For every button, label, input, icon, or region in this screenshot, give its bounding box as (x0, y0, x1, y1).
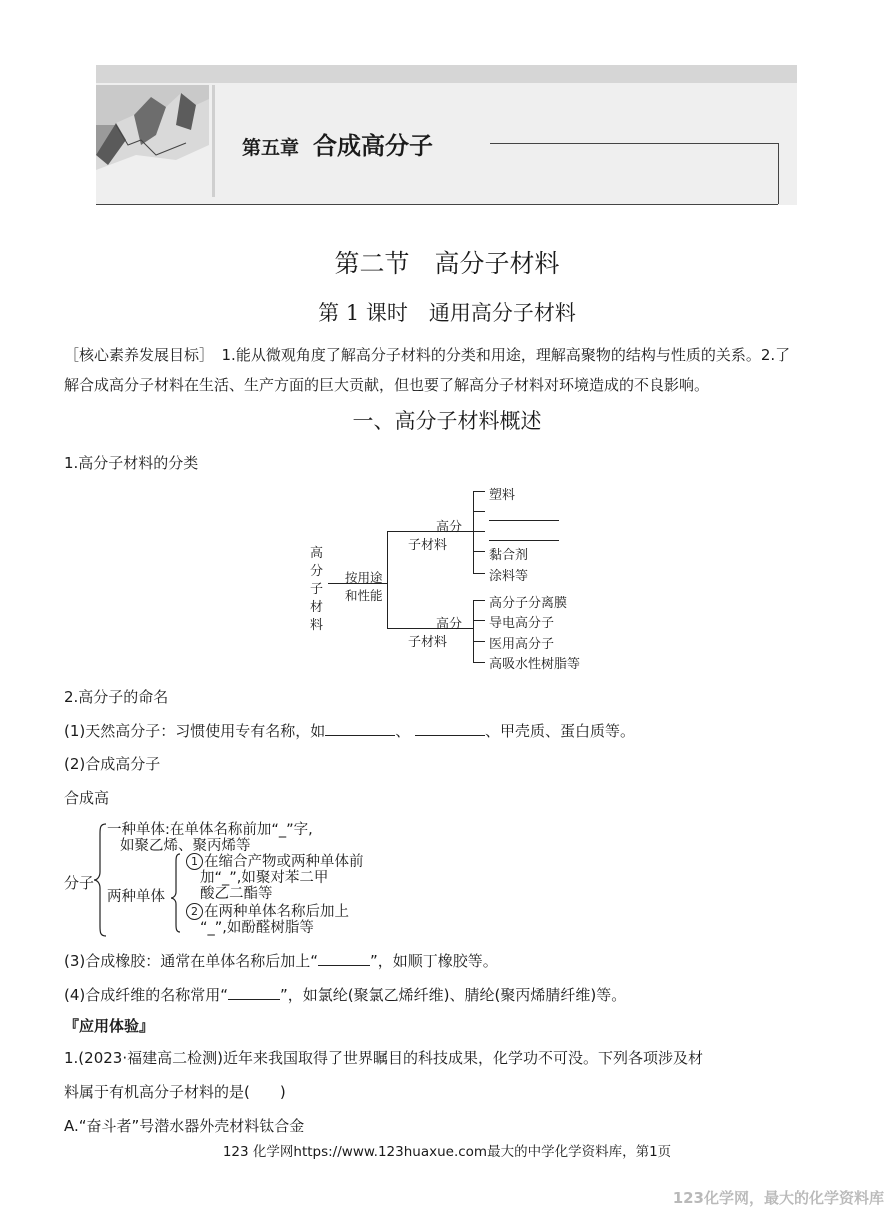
practice-heading: 『应用体验』 (64, 1017, 155, 1035)
banner-title-frame (490, 143, 779, 204)
part1-heading: 一、高分子材料概述 (352, 409, 542, 433)
tree-item-adhesive: 黏合剂 (489, 548, 529, 563)
blank-natural-2 (415, 721, 485, 736)
naming-one-monomer-2: 如聚乙烯、聚丙烯等 (120, 838, 251, 854)
goals-line-1: ［核心素养发展目标］ 1.能从微观角度了解高分子材料的分类和用途，理解高聚物的结构与性质的关系。2.了 (64, 346, 791, 364)
learning-goals (64, 340, 790, 400)
naming-rule1-line3: 酸乙二酯等 (200, 886, 273, 902)
fiber-line: (4)合成纤维的名称常用“ ”，如氯纶(聚氯乙烯纤维)、腈纶(聚丙烯腈纤维)等。 (64, 986, 627, 1004)
tree-blank-2 (489, 540, 559, 541)
tree-item-conductive: 导电高分子 (489, 616, 555, 631)
blank-fiber (228, 985, 280, 1000)
mountain-image (96, 85, 209, 197)
circle-number-1: 1 (186, 853, 203, 870)
blank-rubber (318, 951, 370, 966)
banner-top-strip (96, 65, 797, 83)
tree-item-membrane: 高分子分离膜 (489, 596, 568, 611)
tree-root: 高 分 子 材 料 (310, 546, 324, 633)
naming-rule2-line2: “_”,如酚醛树脂等 (200, 920, 314, 936)
section-title: 第二节 高分子材料 (334, 249, 560, 278)
tree-item-coating: 涂料等 (489, 569, 529, 584)
tree-blank-1 (489, 520, 559, 521)
question-line-2: 料属于有机高分子材料的是( ) (64, 1083, 286, 1101)
naming-rule1-line2: 加“_”,如聚对苯二甲 (200, 870, 329, 886)
synthetic-label-bottom: 分子 (64, 874, 95, 892)
chapter-name: 合成高分子 (313, 132, 434, 160)
synthetic-title: (2)合成高分子 (64, 755, 161, 773)
item2-title: 2.高分子的命名 (64, 688, 169, 706)
chapter-title (242, 126, 433, 161)
tree-item-superabsorbent: 高吸水性树脂等 (489, 657, 581, 672)
blank-natural-1 (325, 721, 395, 736)
tree-criterion-1: 按用途 (345, 570, 383, 585)
naming-one-monomer-1: 一种单体:在单体名称前加“_”字, (107, 822, 313, 838)
lesson-title: 第 1 课时 通用高分子材料 (318, 301, 576, 325)
synthetic-label-top: 合成高 (64, 789, 110, 807)
watermark-text: 123化学网，最大的化学资料库 (672, 1189, 884, 1207)
chapter-number: 第五章 (242, 137, 300, 159)
naming-two-monomers: 两种单体 (107, 889, 165, 905)
naming-rule2-line1: 在两种单体名称后加上 (204, 904, 349, 920)
banner-bottom-line (96, 204, 778, 205)
banner-separator (212, 85, 215, 197)
question-line-1: 1.(2023·福建高二检测)近年来我国取得了世界瞩目的科技成果，化学功不可没。下列各项涉及材 (64, 1049, 703, 1067)
tree-criterion-2: 和性能 (345, 588, 383, 603)
goals-line-2: 解合成高分子材料在生活、生产方面的巨大贡献，但也要了解高分子材料对环境造成的不良影响。 (64, 376, 710, 394)
tree-item-plastic: 塑料 (489, 488, 516, 503)
tree-branch2-line2: 子材料 (408, 635, 448, 650)
tree-branch1-line2: 子材料 (408, 538, 448, 553)
naming-rule1-line1: 在缩合产物或两种单体前 (204, 854, 364, 870)
tree-item-medical: 医用高分子 (489, 637, 555, 652)
tree-branch2-line1: 高分 (436, 617, 463, 632)
tree-branch1-line1: 高分 (436, 520, 463, 535)
natural-polymer-line: (1)天然高分子：习惯使用专有名称，如 、 、甲壳质、蛋白质等。 (64, 722, 636, 740)
rubber-line: (3)合成橡胶：通常在单体名称后加上“ ”，如顺丁橡胶等。 (64, 952, 498, 970)
page-footer: 123 化学网https://www.123huaxue.com最大的中学化学资料库，第1页 (222, 1144, 672, 1160)
item1-title: 1.高分子材料的分类 (64, 454, 199, 472)
question-option-a: A.“奋斗者”号潜水器外壳材料钛合金 (64, 1117, 305, 1135)
circle-number-2: 2 (186, 903, 203, 920)
